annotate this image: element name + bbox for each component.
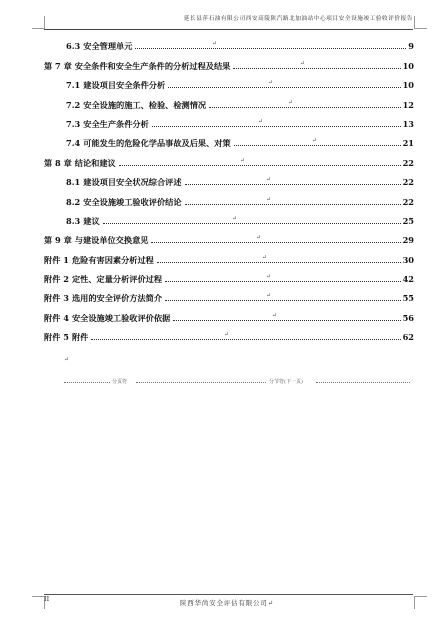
- toc-entry-page: 29: [402, 235, 414, 246]
- toc-entry-mark: ↵: [258, 117, 264, 125]
- toc-entry[interactable]: [44, 110, 414, 129]
- table-of-contents: [44, 32, 414, 342]
- toc-entry-number: 附件 5: [44, 332, 69, 343]
- toc-entry[interactable]: [44, 245, 414, 264]
- toc-entry-page: 62: [402, 332, 414, 343]
- toc-entry-mark: ↵: [272, 311, 278, 319]
- toc-entry-title: 可能发生的危险化学品事故及后果、对策: [83, 138, 231, 149]
- toc-entry-page: 56: [402, 312, 414, 323]
- toc-entry-number: 附件 2: [44, 274, 69, 285]
- toc-entry-number: 7.3: [66, 118, 81, 129]
- toc-entry-page: 13: [402, 118, 414, 129]
- toc-entry-number: 附件 1: [44, 254, 69, 265]
- toc-dot-leader: [165, 281, 401, 282]
- toc-entry-mark: ↵: [266, 195, 272, 203]
- toc-entry-mark: ↵: [240, 156, 246, 164]
- toc-entry[interactable]: [44, 51, 414, 70]
- toc-entry-mark: ↵: [300, 59, 306, 67]
- toc-entry[interactable]: [44, 71, 414, 90]
- toc-dot-leader: [91, 339, 400, 340]
- toc-dot-leader: [173, 320, 400, 321]
- toc-entry[interactable]: [44, 148, 414, 167]
- toc-entry-mark: ↵: [266, 273, 272, 281]
- toc-entry-page: 30: [402, 254, 414, 265]
- section-break-line: [136, 382, 266, 383]
- toc-dot-leader: [103, 223, 401, 224]
- toc-entry[interactable]: [44, 265, 414, 284]
- page-header: 延长县萍石油有限公司西安高陵陕汽路北加油站中心项目安全设施竣工验收评价报告: [44, 14, 413, 30]
- toc-entry-number: 6.3: [66, 41, 81, 52]
- toc-entry-number: 7.4: [66, 138, 81, 149]
- toc-entry-title: 选用的安全评价方法简介: [71, 293, 163, 304]
- toc-dot-leader: [152, 126, 401, 127]
- toc-entry-title: 安全设施竣工验收评价结论: [83, 196, 182, 207]
- toc-entry[interactable]: [44, 187, 414, 206]
- toc-entry-title: 附件: [71, 332, 89, 343]
- toc-entry-number: 附件 4: [44, 312, 69, 323]
- toc-dot-leader: [168, 87, 400, 88]
- toc-entry-title: 建设项目安全条件分析: [83, 80, 166, 91]
- toc-dot-leader: [185, 204, 401, 205]
- toc-entry-page: 42: [402, 274, 414, 285]
- toc-entry[interactable]: [44, 90, 414, 109]
- toc-entry[interactable]: [44, 207, 414, 226]
- toc-entry-number: 第 7 章: [44, 60, 72, 71]
- toc-entry-number: 8.3: [66, 215, 81, 226]
- toc-entry-page: 21: [402, 138, 414, 149]
- page-break-label: 分页符: [112, 379, 128, 385]
- toc-dot-leader: [234, 145, 401, 146]
- toc-entry-mark: ↵: [256, 234, 262, 242]
- toc-entry-mark: ↵: [212, 40, 218, 48]
- toc-entry-number: 8.1: [66, 177, 81, 188]
- toc-entry-page: 10: [402, 60, 414, 71]
- toc-entry-title: 建议: [83, 215, 100, 226]
- toc-entry-title: 安全管理单元: [83, 41, 133, 52]
- toc-entry-number: 第 8 章: [44, 157, 72, 168]
- toc-entry-number: 附件 3: [44, 293, 69, 304]
- toc-entry[interactable]: [44, 168, 414, 187]
- toc-entry-mark: ↵: [268, 79, 274, 87]
- toc-dot-leader: [233, 68, 400, 69]
- toc-entry-mark: ↵: [312, 137, 318, 145]
- toc-entry-title: 定性、定量分析评价过程: [71, 274, 163, 285]
- toc-entry-page: 22: [402, 157, 414, 168]
- toc-entry-number: 8.2: [66, 196, 81, 207]
- toc-entry-page: 25: [402, 215, 414, 226]
- toc-entry-title: 与建设单位交换意见: [74, 235, 149, 246]
- toc-dot-leader: [135, 48, 406, 49]
- section-break-line: [316, 382, 410, 383]
- toc-entry-title: 安全生产条件分析: [83, 118, 149, 129]
- toc-entry-number: 7.1: [66, 80, 81, 91]
- toc-dot-leader: [151, 242, 400, 243]
- footer-page-number: II: [44, 595, 50, 603]
- toc-entry[interactable]: [44, 32, 414, 51]
- corner-mark-top-right: [414, 16, 427, 29]
- toc-entry-page: 55: [402, 293, 414, 304]
- toc-entry-number: 7.2: [66, 99, 81, 110]
- toc-entry-title: 安全设施竣工验收评价依据: [71, 312, 171, 323]
- toc-entry-mark: ↵: [288, 98, 294, 106]
- toc-entry-title: 安全设施的施工、检验、检测情况: [83, 99, 207, 110]
- toc-entry[interactable]: [44, 303, 414, 322]
- toc-entry[interactable]: [44, 284, 414, 303]
- toc-entry-title: 安全条件和安全生产条件的分析过程及结果: [74, 60, 231, 71]
- section-break: [64, 378, 410, 386]
- section-break-label: 分节符(下一页): [269, 379, 303, 385]
- paragraph-mark: ↵: [64, 356, 70, 363]
- toc-dot-leader: [157, 262, 401, 263]
- section-break-line: [64, 382, 110, 383]
- toc-entry-mark: ↵: [266, 176, 272, 184]
- toc-entry-mark: ↵: [224, 331, 230, 339]
- footer-divider: [44, 594, 413, 595]
- toc-entry-page: 10: [402, 80, 414, 91]
- toc-entry[interactable]: [44, 129, 414, 148]
- toc-entry[interactable]: [44, 226, 414, 245]
- toc-entry-title: 危险有害因素分析过程: [71, 254, 154, 265]
- toc-dot-leader: [165, 300, 401, 301]
- toc-entry-mark: ↵: [262, 253, 268, 261]
- toc-entry-page: 22: [402, 196, 414, 207]
- toc-entry-page: 22: [402, 177, 414, 188]
- toc-dot-leader: [209, 107, 401, 108]
- toc-entry-mark: ↵: [232, 214, 238, 222]
- toc-dot-leader: [119, 165, 401, 166]
- corner-mark-bottom-right: [414, 596, 427, 609]
- footer-company-name: 陕西华尚安全评估有限公司↵: [180, 599, 274, 607]
- toc-entry-mark: ↵: [266, 292, 272, 300]
- toc-entry[interactable]: [44, 323, 414, 342]
- toc-entry-page: 9: [408, 41, 414, 52]
- toc-entry-title: 建设项目安全状况综合评述: [83, 177, 182, 188]
- toc-entry-title: 结论和建议: [74, 157, 116, 168]
- toc-entry-page: 12: [402, 99, 414, 110]
- toc-dot-leader: [185, 184, 401, 185]
- toc-entry-number: 第 9 章: [44, 235, 72, 246]
